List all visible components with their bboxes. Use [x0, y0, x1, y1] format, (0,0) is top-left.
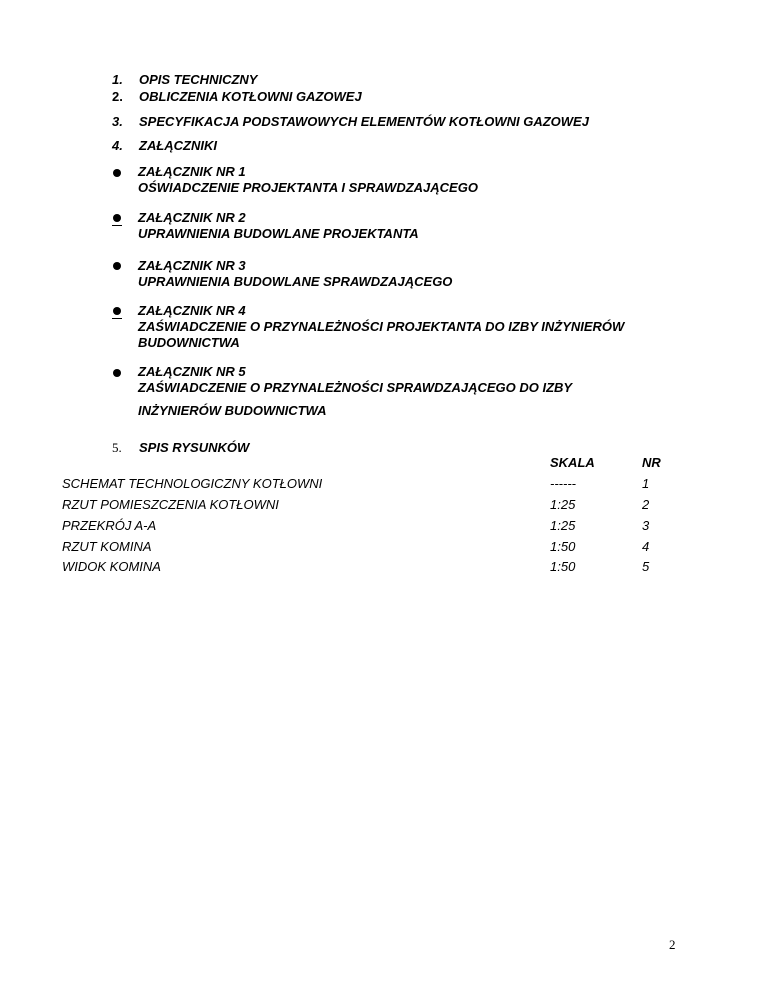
- toc-number: 1.: [112, 72, 123, 87]
- annex-item-2: [138, 210, 419, 242]
- bullet-icon: [113, 369, 121, 377]
- annex-title: ZAŁĄCZNIK NR 4: [138, 303, 246, 318]
- drawings-title: SPIS RYSUNKÓW: [139, 440, 250, 455]
- toc-label: OPIS TECHNICZNY: [139, 72, 258, 87]
- annex-item-3: [138, 258, 452, 290]
- annex-title: ZAŁĄCZNIK NR 1: [138, 164, 246, 179]
- drawing-scale: 1:25: [550, 497, 576, 512]
- annex-title: ZAŁĄCZNIK NR 5: [138, 364, 246, 379]
- toc-label: OBLICZENIA KOTŁOWNI GAZOWEJ: [139, 89, 362, 104]
- drawing-name: RZUT POMIESZCZENIA KOTŁOWNI: [62, 497, 279, 512]
- drawing-name: SCHEMAT TECHNOLOGICZNY KOTŁOWNI: [62, 476, 323, 491]
- drawing-number: 3: [642, 518, 650, 533]
- toc-number: 5.: [112, 440, 122, 455]
- annex-description: ZAŚWIADCZENIE O PRZYNALEŻNOŚCI SPRAWDZAJĄCEGO DO IZBY: [138, 380, 573, 395]
- annex-description-continued: INŻYNIERÓW BUDOWNICTWA: [138, 403, 327, 418]
- toc-number: 4.: [112, 138, 123, 153]
- drawing-number: 1: [642, 476, 650, 491]
- drawing-number: 5: [642, 559, 650, 574]
- page-number: 2: [669, 937, 676, 952]
- toc-item-3: [112, 114, 589, 130]
- bullet-icon: [113, 169, 121, 177]
- toc-number: 3.: [112, 114, 123, 129]
- drawing-name: RZUT KOMINA: [62, 539, 152, 554]
- drawing-name: PRZEKRÓJ A-A: [62, 518, 157, 533]
- annex-description: UPRAWNIENIA BUDOWLANE SPRAWDZAJĄCEGO: [138, 274, 453, 289]
- toc-label: ZAŁĄCZNIKI: [139, 138, 217, 153]
- toc-item-4: [112, 138, 217, 154]
- annex-description: OŚWIADCZENIE PROJEKTANTA I SPRAWDZAJĄCEGO: [138, 180, 478, 195]
- drawing-scale: ------: [550, 476, 576, 491]
- bullet-icon: [113, 214, 121, 222]
- annex-title: ZAŁĄCZNIK NR 3: [138, 258, 246, 273]
- annex-title: ZAŁĄCZNIK NR 2: [138, 210, 246, 225]
- toc-label: SPECYFIKACJA PODSTAWOWYCH ELEMENTÓW KOTŁOWNI GAZOWEJ: [139, 114, 589, 129]
- drawings-heading: [112, 440, 249, 456]
- drawing-number: 4: [642, 539, 650, 554]
- annex-description: UPRAWNIENIA BUDOWLANE PROJEKTANTA: [138, 226, 419, 241]
- column-header-nr: NR: [642, 455, 661, 470]
- bullet-icon: [113, 307, 121, 315]
- bullet-icon: [113, 262, 121, 270]
- annex-item-1: [138, 164, 478, 196]
- drawing-scale: 1:50: [550, 559, 576, 574]
- drawing-scale: 1:25: [550, 518, 576, 533]
- annex-item-4: [138, 303, 624, 351]
- annex-item-5: [138, 364, 572, 396]
- annex-description: BUDOWNICTWA: [138, 335, 240, 350]
- drawing-number: 2: [642, 497, 650, 512]
- annex-description: ZAŚWIADCZENIE O PRZYNALEŻNOŚCI PROJEKTANTA DO IZBY INŻYNIERÓW: [138, 319, 625, 334]
- column-header-scale: SKALA: [550, 455, 595, 470]
- toc-item-2: [112, 89, 362, 105]
- toc-item-1: [112, 72, 257, 88]
- drawing-scale: 1:50: [550, 539, 576, 554]
- toc-number: 2.: [112, 89, 123, 104]
- drawing-name: WIDOK KOMINA: [62, 559, 161, 574]
